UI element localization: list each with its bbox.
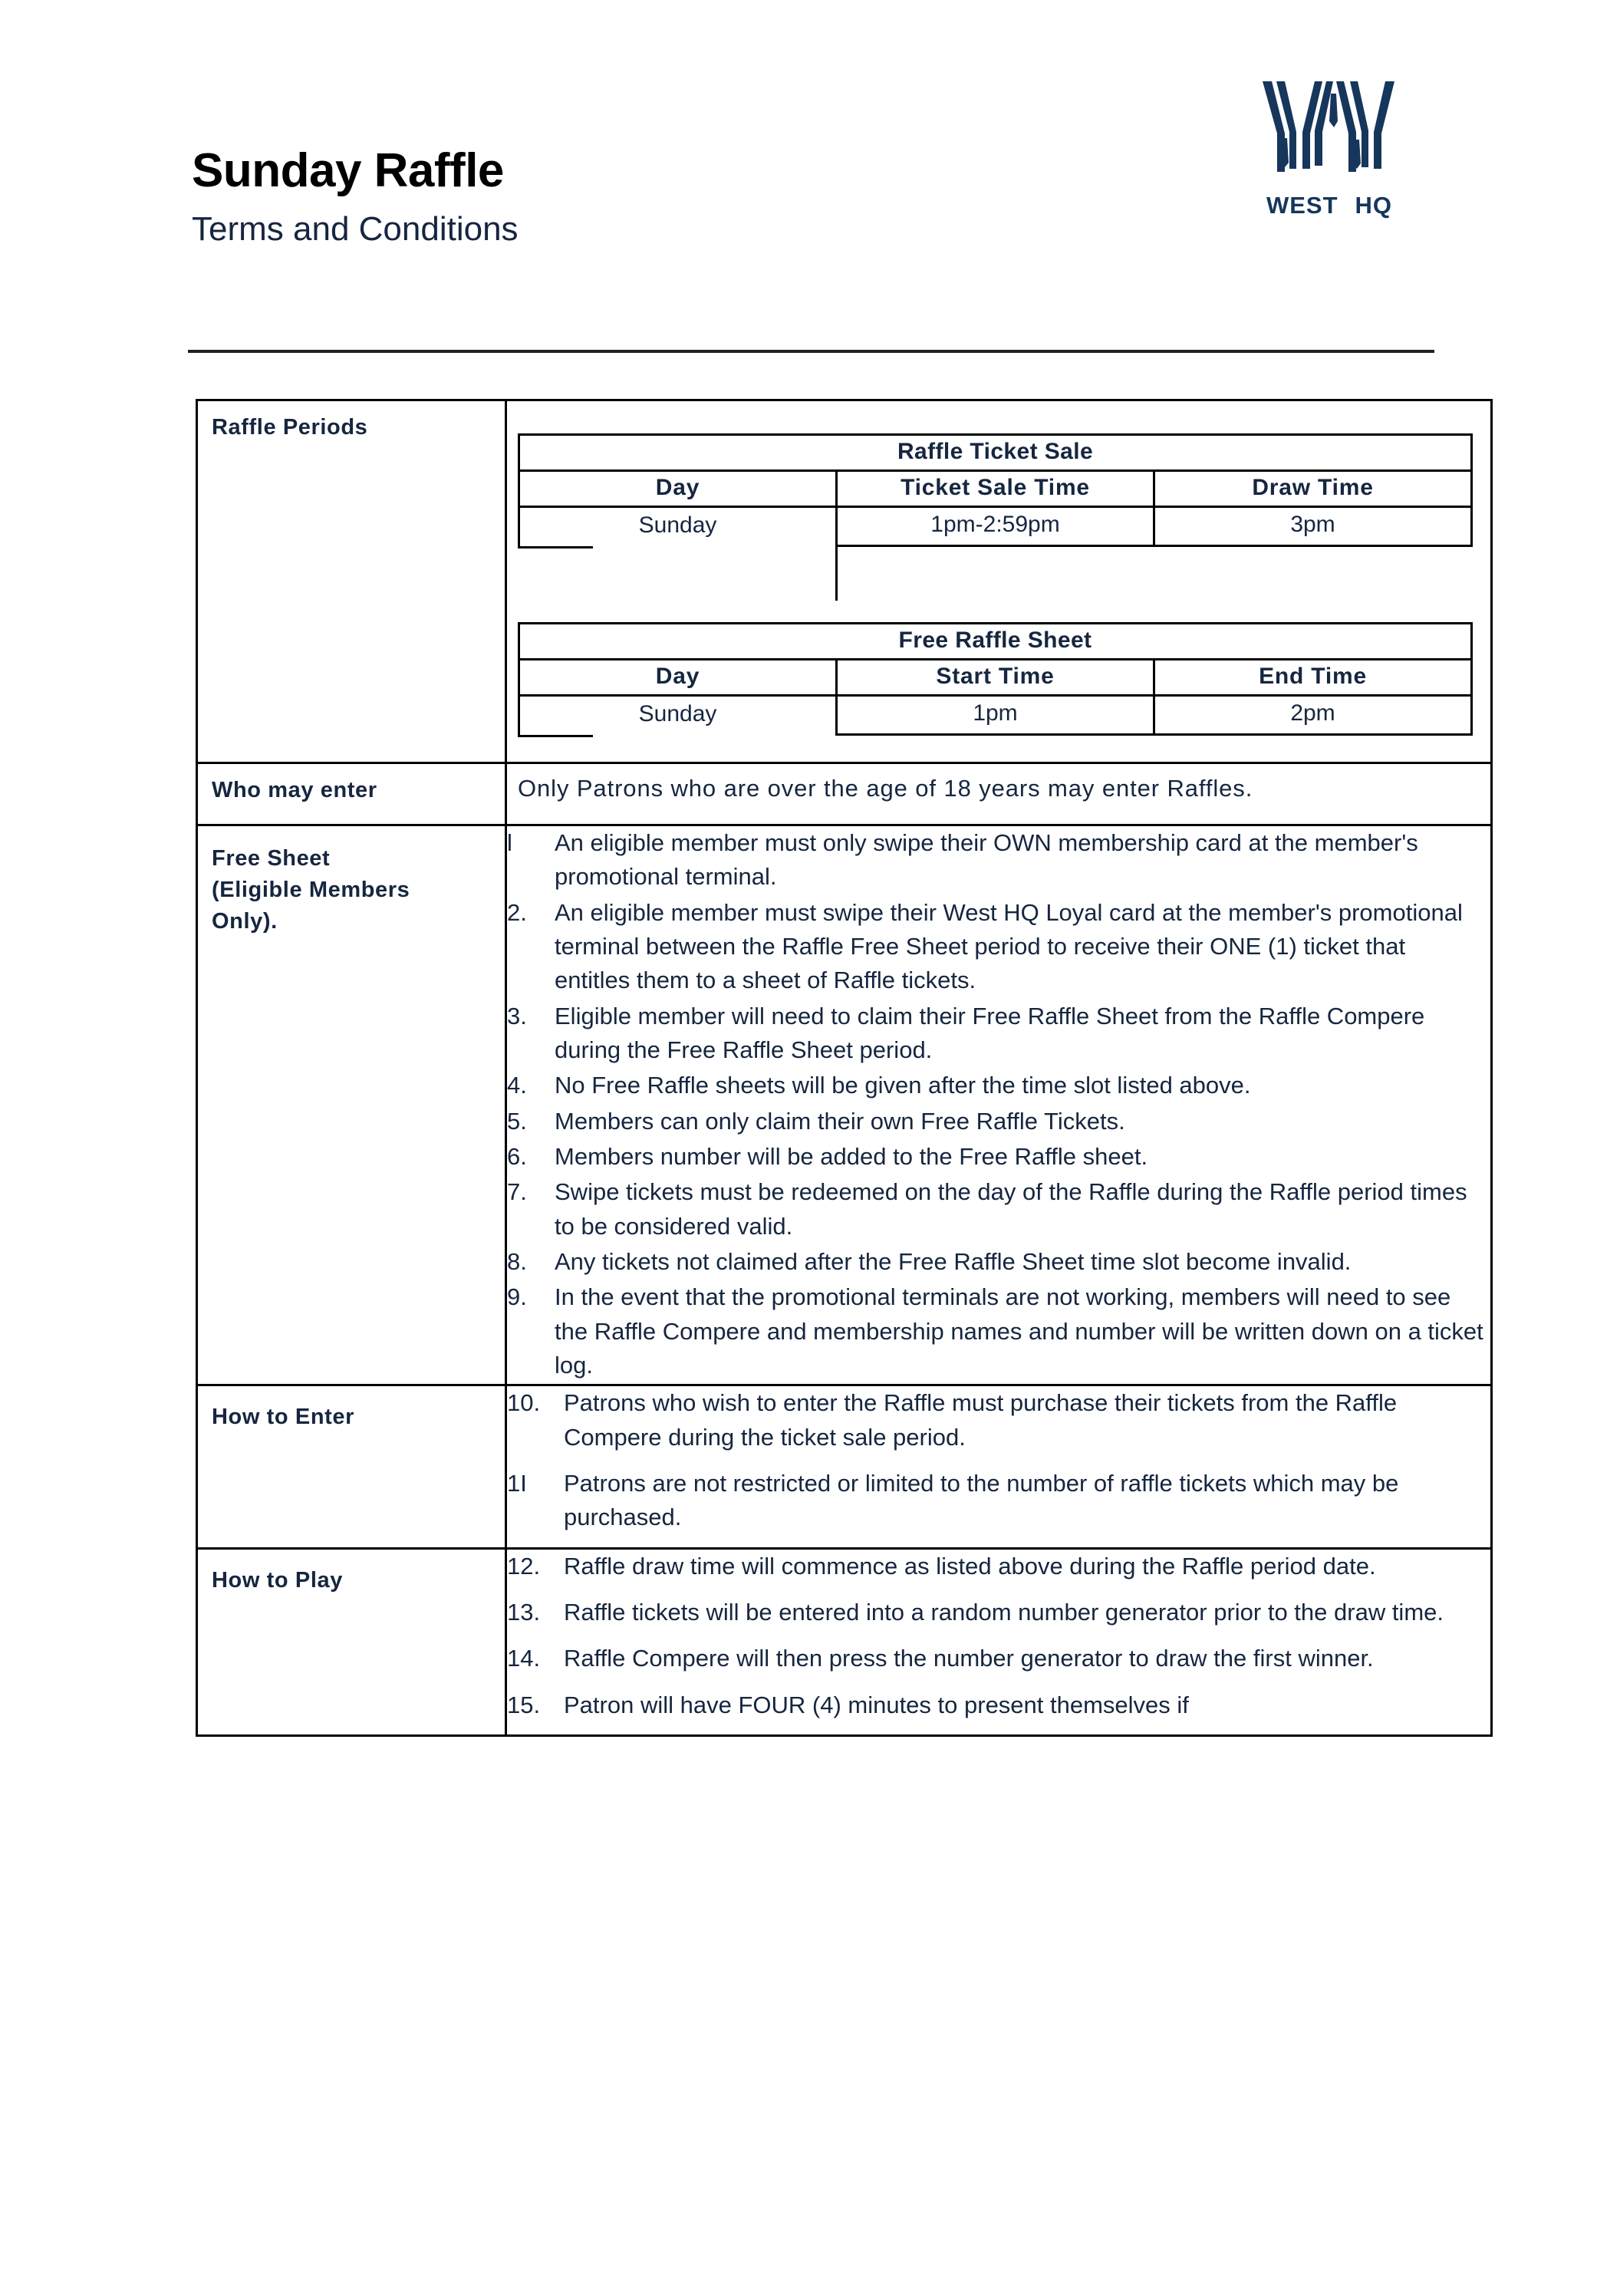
raffle-ticket-sale-table — [518, 433, 1473, 601]
list-item-text: Eligible member will need to claim their Free Raffle Sheet from the Raffle Compere during the Free Raffle Sheet period. — [555, 1002, 1425, 1063]
list-item-text: Any tickets not claimed after the Free Raffle Sheet time slot become invalid. — [555, 1247, 1352, 1275]
list-item-text: No Free Raffle sheets will be given after the time slot listed above. — [555, 1072, 1251, 1099]
ticket-sale-title: Raffle Ticket Sale — [519, 435, 1472, 471]
label-who-may-enter: Who may enter — [212, 778, 377, 802]
free-sheet-terms-list — [507, 826, 1490, 1382]
list-item — [507, 1688, 1490, 1722]
how-to-play-terms-list — [507, 1550, 1490, 1722]
list-item-text: Members can only claim their own Free Raffle Tickets. — [555, 1107, 1125, 1135]
west-hq-w-icon — [1256, 77, 1402, 184]
label-how-to-enter: How to Enter — [212, 1405, 355, 1430]
table-row — [519, 435, 1472, 471]
list-item — [507, 826, 1490, 894]
header-start-time: Start Time — [837, 660, 1154, 696]
list-item — [507, 1642, 1490, 1675]
how-to-enter-terms-list — [507, 1386, 1490, 1534]
how-to-enter-content-cell — [506, 1385, 1492, 1548]
list-item — [507, 1550, 1490, 1583]
cell-start-time: 1pm — [837, 696, 1154, 735]
list-item — [507, 1467, 1490, 1535]
list-item-number: 5. — [507, 1107, 527, 1135]
list-item-number: 1I — [507, 1469, 527, 1497]
list-item-text: Raffle Compere will then press the number generator to draw the first winner. — [564, 1645, 1374, 1672]
cell-day: Sunday — [519, 507, 837, 546]
list-item-text: Swipe tickets must be redeemed on the day of the Raffle during the Raffle period times to be considered valid. — [555, 1178, 1467, 1240]
cell-day: Sunday — [519, 696, 837, 735]
list-item-number: 8. — [507, 1247, 527, 1275]
free-sheet-content-cell — [506, 825, 1492, 1385]
list-item — [507, 1000, 1490, 1068]
table-spacer-row — [519, 546, 1472, 601]
list-item-text: Raffle tickets will be entered into a random number generator prior to the draw time. — [564, 1598, 1444, 1626]
row-label-cell — [197, 400, 506, 763]
list-item-text: In the event that the promotional terminals are not working, members will need to see the Raffle Compere and membership names and number will be written down on a ticket log. — [555, 1283, 1483, 1379]
list-item-text: An eligible member must swipe their West HQ Loyal card at the member's promotional terminal between the Raffle Free Sheet period to receive their ONE (1) ticket that entitles them to a sheet of Raffle tickets. — [555, 898, 1463, 994]
table-row-who-may-enter — [197, 763, 1492, 825]
header-divider-rule — [188, 350, 1434, 353]
list-item — [507, 1140, 1490, 1174]
row-label-cell — [197, 1385, 506, 1548]
list-item-number: 4. — [507, 1072, 527, 1099]
list-item — [507, 1280, 1490, 1382]
who-may-enter-content-cell — [506, 763, 1492, 825]
table-header-row — [519, 660, 1472, 696]
list-item-number: l — [507, 829, 512, 856]
how-to-play-content-cell — [506, 1548, 1492, 1735]
title-block — [192, 146, 519, 250]
header-ticket-sale-time: Ticket Sale Time — [837, 471, 1154, 507]
header-day: Day — [519, 660, 837, 696]
list-item — [507, 1596, 1490, 1629]
list-item-number: 12. — [507, 1552, 541, 1580]
list-item-text: Patrons are not restricted or limited to the number of raffle tickets which may be purchased. — [564, 1469, 1399, 1531]
raffle-periods-content-cell — [506, 400, 1492, 763]
header-day: Day — [519, 471, 837, 507]
header-end-time: End Time — [1154, 660, 1472, 696]
list-item-number: 14. — [507, 1645, 541, 1672]
list-item-text: Patrons who wish to enter the Raffle must purchase their tickets from the Raffle Compere during the ticket sale period. — [564, 1389, 1398, 1451]
list-item-number: 15. — [507, 1691, 541, 1718]
table-row-free-sheet — [197, 825, 1492, 1385]
document-header — [188, 146, 1492, 330]
list-item-text: An eligible member must only swipe their OWN membership card at the member's promotional terminal. — [555, 829, 1418, 891]
cell-end-time: 2pm — [1154, 696, 1472, 735]
table-row — [519, 696, 1472, 735]
logo-text-hq: HQ — [1355, 192, 1393, 219]
table-row-how-to-play — [197, 1548, 1492, 1735]
list-item-text: Members number will be added to the Free Raffle sheet. — [555, 1142, 1148, 1170]
page-subtitle: Terms and Conditions — [192, 210, 519, 249]
table-gap — [518, 601, 1477, 622]
list-item-number: 7. — [507, 1178, 527, 1206]
list-item-number: 13. — [507, 1598, 541, 1626]
list-item-number: 2. — [507, 898, 527, 926]
terms-conditions-table — [196, 399, 1493, 1737]
table-row — [519, 624, 1472, 660]
free-sheet-title: Free Raffle Sheet — [519, 624, 1472, 660]
list-item — [507, 896, 1490, 998]
brand-logo — [1230, 77, 1429, 219]
list-item-number: 6. — [507, 1142, 527, 1170]
list-item-number: 3. — [507, 1002, 527, 1029]
list-item-number: 9. — [507, 1283, 527, 1311]
row-label-cell — [197, 825, 506, 1385]
header-draw-time: Draw Time — [1154, 471, 1472, 507]
list-item — [507, 1069, 1490, 1102]
spacer-cell — [519, 546, 837, 601]
label-raffle-periods: Raffle Periods — [212, 415, 368, 440]
table-row-how-to-enter — [197, 1385, 1492, 1548]
logo-wordmark — [1230, 192, 1429, 219]
logo-text-west: WEST — [1266, 192, 1338, 219]
row-label-cell — [197, 1548, 506, 1735]
page-title: Sunday Raffle — [192, 144, 504, 197]
table-header-row — [519, 471, 1472, 507]
spacer-cell — [1154, 546, 1472, 601]
table-row-raffle-periods — [197, 400, 1492, 763]
table-row — [519, 507, 1472, 546]
list-item — [507, 1175, 1490, 1244]
spacer-cell — [837, 546, 1154, 601]
cell-ticket-sale-time: 1pm-2:59pm — [837, 507, 1154, 546]
list-item-text: Patron will have FOUR (4) minutes to present themselves if — [564, 1691, 1189, 1718]
list-item-number: 10. — [507, 1389, 541, 1417]
list-item-text: Raffle draw time will commence as listed above during the Raffle period date. — [564, 1552, 1376, 1580]
list-item — [507, 1245, 1490, 1279]
list-item — [507, 1386, 1490, 1454]
who-may-enter-text: Only Patrons who are over the age of 18 years may enter Raffles. — [518, 775, 1253, 802]
row-label-cell — [197, 763, 506, 825]
list-item — [507, 1105, 1490, 1138]
label-free-sheet: Free Sheet (Eligible Members Only). — [212, 846, 410, 934]
free-raffle-sheet-table — [518, 622, 1473, 736]
cell-draw-time: 3pm — [1154, 507, 1472, 546]
label-how-to-play: How to Play — [212, 1567, 343, 1593]
